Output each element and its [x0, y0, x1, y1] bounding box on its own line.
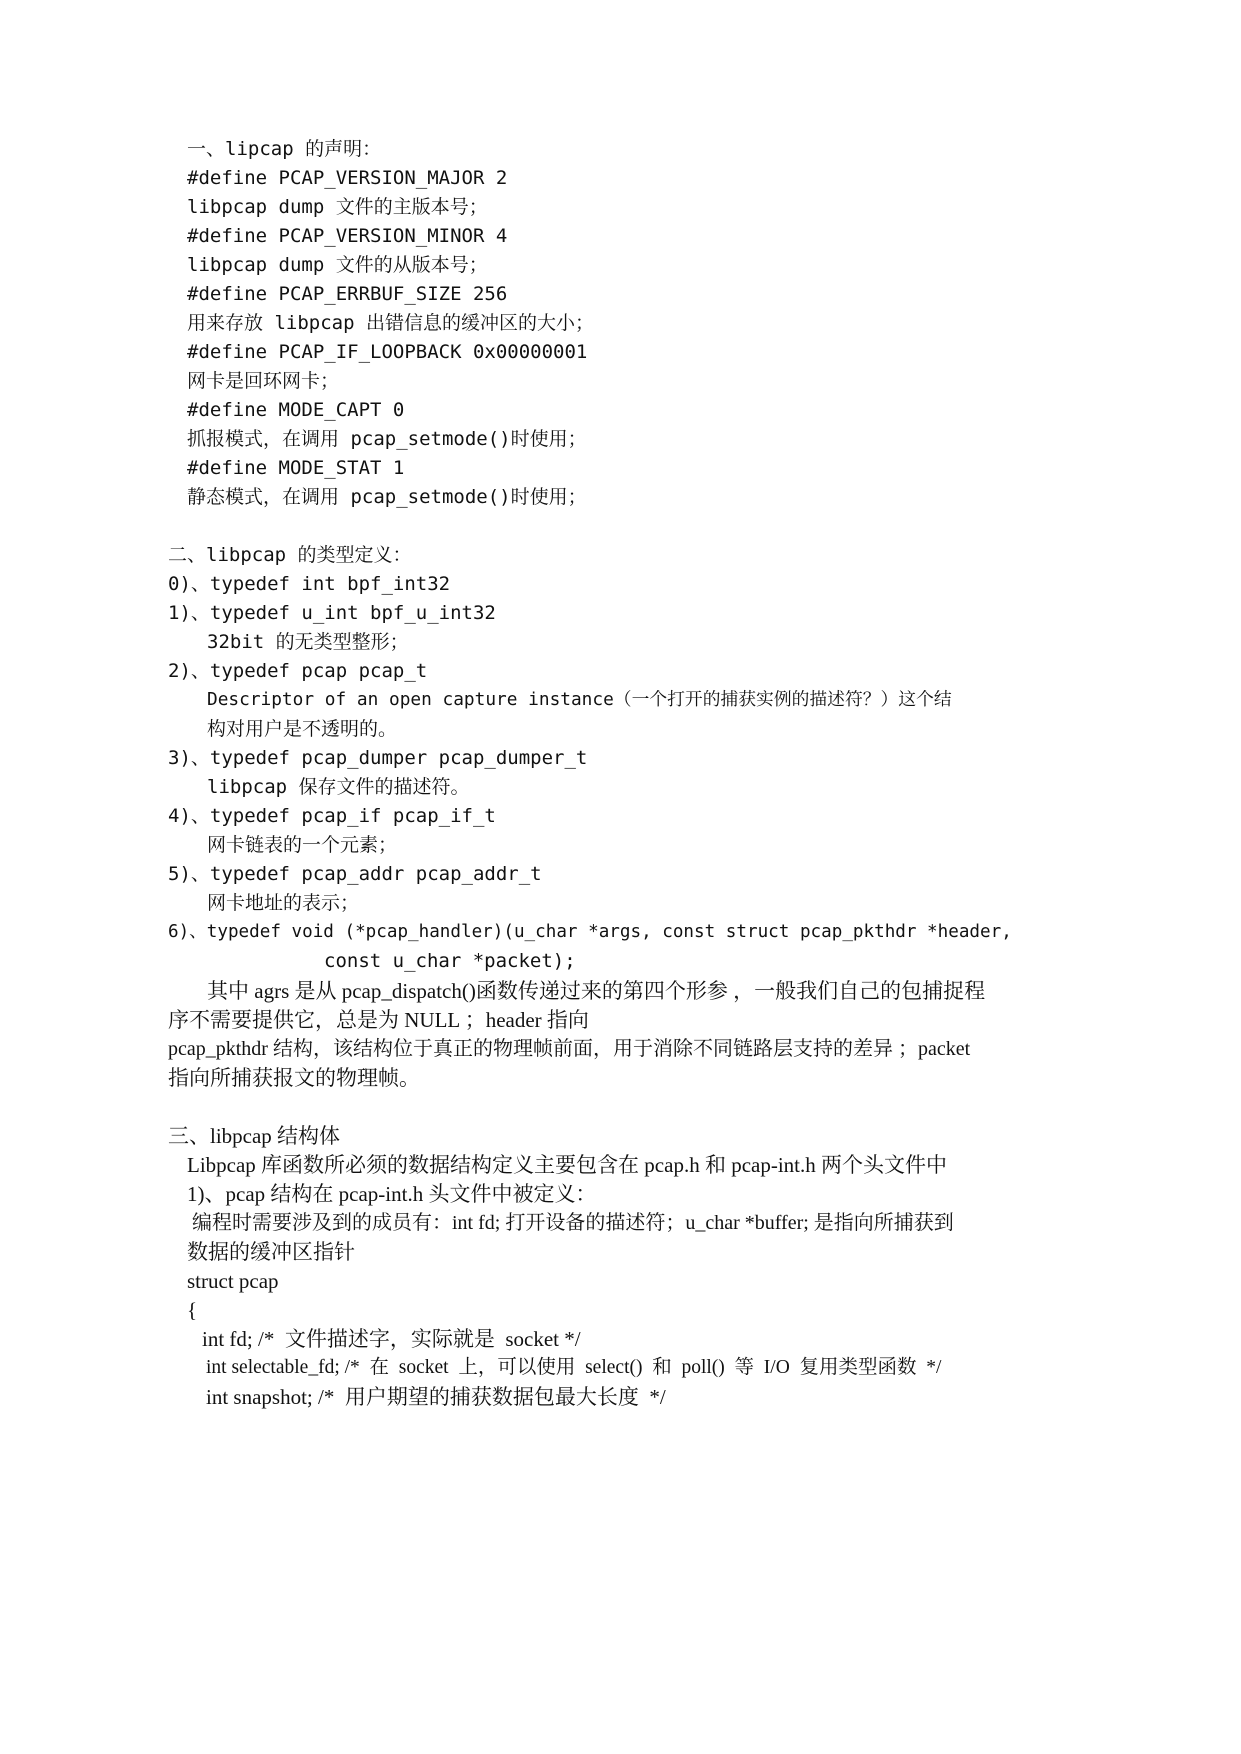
description-line: libpcap dump 文件的从版本号；	[187, 254, 488, 276]
paragraph-line: 1)、pcap 结构在 pcap-int.h 头文件中被定义：	[187, 1182, 597, 1206]
description-line: 静态模式，在调用 pcap_setmode()时使用；	[187, 486, 587, 508]
define-line: #define MODE_STAT 1	[187, 457, 405, 479]
define-line: #define PCAP_VERSION_MINOR 4	[187, 225, 508, 247]
description-line: Descriptor of an open capture instance（一个打开的捕获实例的描述符？）这个结	[207, 689, 952, 710]
typedef-line: 2)、typedef pcap pcap_t	[168, 660, 428, 682]
description-line: 用来存放 libpcap 出错信息的缓冲区的大小；	[187, 312, 594, 334]
paragraph-line: pcap_pkthdr 结构，该结构位于真正的物理帧前面，用于消除不同链路层支持的差异 ；packet	[168, 1038, 971, 1060]
section-1-title: 一、lipcap 的声明：	[187, 138, 382, 160]
typedef-line: 4)、typedef pcap_if pcap_if_t	[168, 805, 496, 827]
define-line: #define PCAP_ERRBUF_SIZE 256	[187, 283, 508, 305]
section-3-title: 三、libpcap 结构体	[168, 1124, 341, 1148]
paragraph-line: 数据的缓冲区指针	[187, 1240, 355, 1264]
typedef-line: 6)、typedef void (*pcap_handler)(u_char *args, const struct pcap_pkthdr *header,	[168, 922, 1012, 942]
description-line: 32bit 的无类型整形；	[207, 631, 409, 653]
description-line: libpcap dump 文件的主版本号；	[187, 196, 488, 218]
typedef-line: 0)、typedef int bpf_int32	[168, 573, 451, 595]
code-line: int fd; /* 文件描述字，实际就是 socket */	[202, 1327, 581, 1351]
paragraph-line: 序不需要提供它，总是为 NULL ；header 指向	[168, 1008, 589, 1032]
paragraph-line: Libpcap 库函数所必须的数据结构定义主要包含在 pcap.h 和 pcap-int.h 两个头文件中	[187, 1153, 947, 1177]
description-line: 网卡是回环网卡；	[187, 370, 340, 392]
code-line: {	[187, 1298, 198, 1322]
paragraph-line: 编程时需要涉及到的成员有：int fd; 打开设备的描述符；u_char *buffer; 是指向所捕获到	[187, 1212, 954, 1234]
paragraph-line: 指向所捕获报文的物理帧。	[168, 1066, 420, 1090]
description-line: libpcap 保存文件的描述符。	[207, 776, 470, 798]
code-line: struct pcap	[187, 1269, 279, 1293]
typedef-continuation: const u_char *packet);	[324, 950, 576, 972]
description-line: 抓报模式，在调用 pcap_setmode()时使用；	[187, 428, 587, 450]
paragraph-line: 其中 agrs 是从 pcap_dispatch()函数传递过来的第四个形参 ，一般我们自己的包捕捉程	[207, 979, 986, 1003]
description-line: 网卡链表的一个元素；	[207, 834, 398, 856]
typedef-line: 1)、typedef u_int bpf_u_int32	[168, 602, 496, 624]
description-line: 网卡地址的表示；	[207, 892, 360, 914]
typedef-line: 5)、typedef pcap_addr pcap_addr_t	[168, 863, 542, 885]
typedef-line: 3)、typedef pcap_dumper pcap_dumper_t	[168, 747, 588, 769]
define-line: #define PCAP_IF_LOOPBACK 0x00000001	[187, 341, 588, 363]
code-line: int selectable_fd; /* 在 socket 上，可以使用 select() 和 poll() 等 I/O 复用类型函数 */	[206, 1357, 942, 1378]
section-2-title: 二、libpcap 的类型定义：	[168, 544, 412, 566]
description-line: 构对用户是不透明的。	[207, 718, 398, 740]
define-line: #define PCAP_VERSION_MAJOR 2	[187, 167, 508, 189]
code-line: int snapshot; /* 用户期望的捕获数据包最大长度 */	[206, 1385, 666, 1409]
define-line: #define MODE_CAPT 0	[187, 399, 405, 421]
